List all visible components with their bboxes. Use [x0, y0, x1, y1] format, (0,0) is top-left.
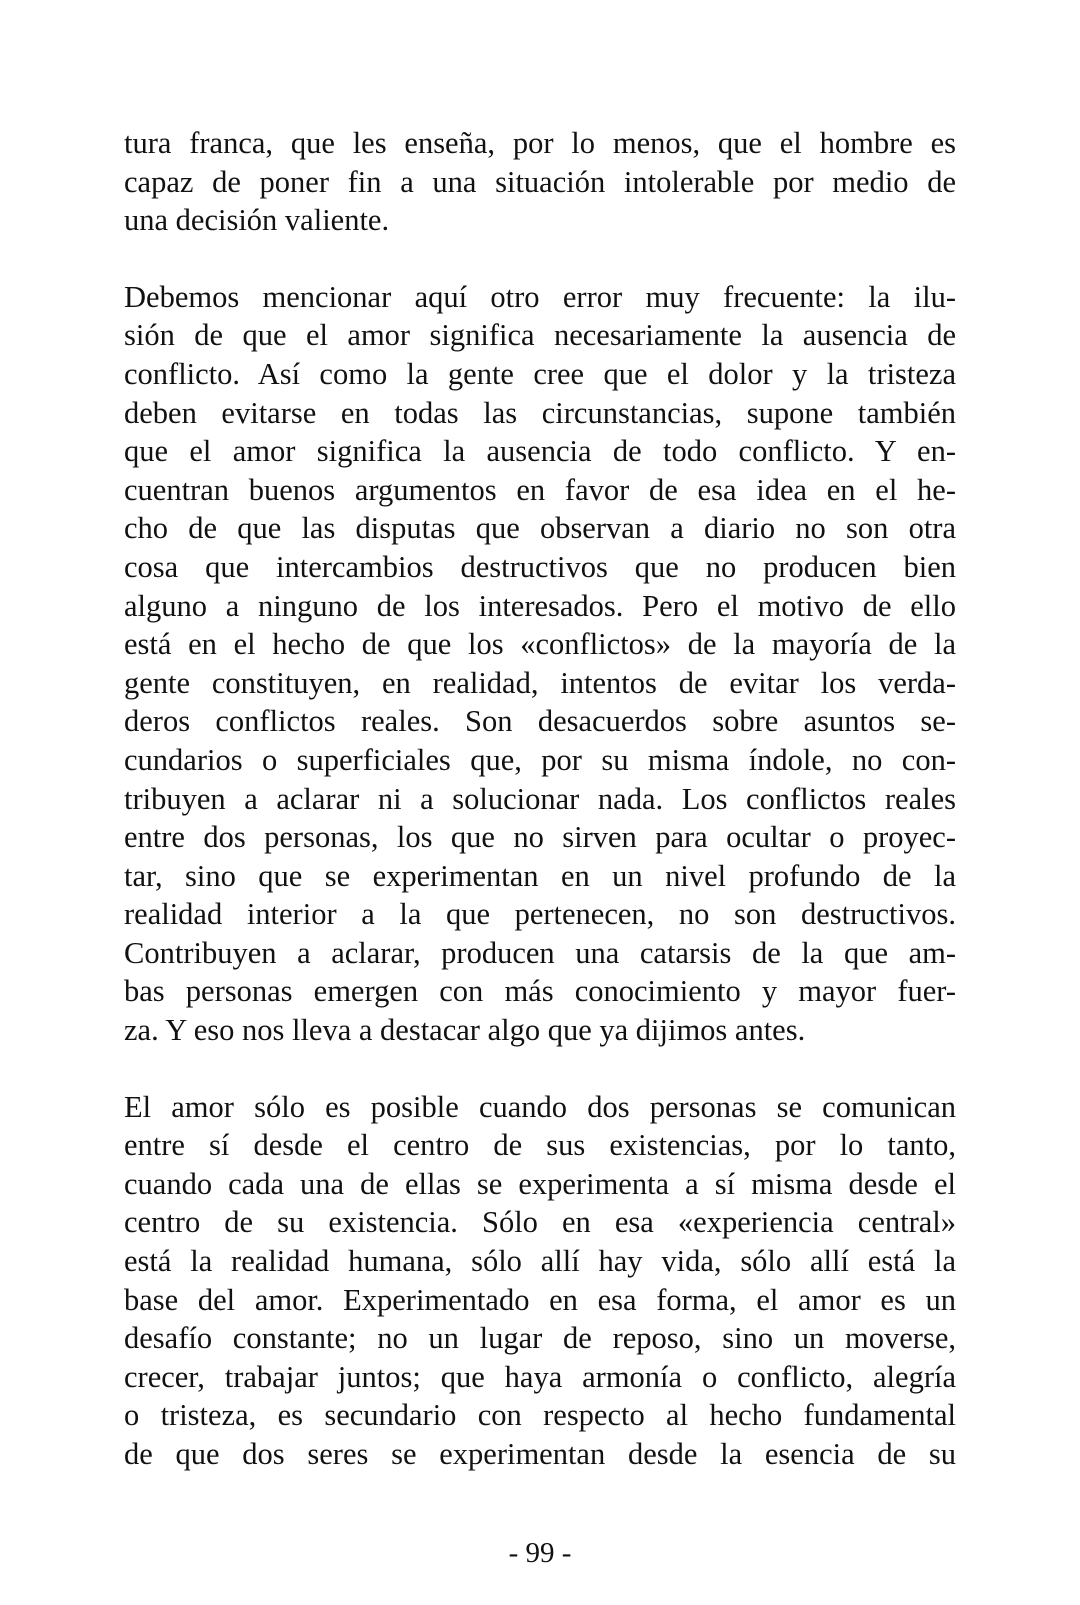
text-line: o tristeza, es secundario con respecto al hecho fundamental: [124, 1398, 956, 1433]
text-line: capaz de poner fin a una situación intolerable por medio de: [124, 164, 956, 199]
page-body: [124, 124, 956, 1512]
text-line: cuentran buenos argumentos en favor de esa idea en el he-: [124, 472, 956, 507]
text-line: base del amor. Experimentado en esa forma, el amor es un: [124, 1282, 956, 1317]
text-line: sión de que el amor significa necesariamente la ausencia de: [124, 318, 956, 353]
text-line: za. Y eso nos lleva a destacar algo que ya dijimos antes.: [124, 1013, 806, 1048]
text-line: que el amor significa la ausencia de todo conflicto. Y en-: [124, 434, 956, 469]
text-line: cuando cada una de ellas se experimenta a sí misma desde el: [124, 1166, 956, 1201]
text-line: de que dos seres se experimentan desde la esencia de su: [124, 1437, 956, 1471]
text-line: desafío constante; no un lugar de reposo, sino un moverse,: [124, 1321, 956, 1356]
text-line: deros conflictos reales. Son desacuerdos sobre asuntos se-: [124, 704, 956, 739]
text-line: alguno a ninguno de los interesados. Pero el motivo de ello: [124, 588, 956, 623]
text-line: deben evitarse en todas las circunstancias, supone también: [124, 395, 956, 430]
text-line: tribuyen a aclarar ni a solucionar nada. Los conflictos reales: [124, 781, 956, 816]
text-line: gente constituyen, en realidad, intentos de evitar los verda-: [124, 665, 956, 700]
text-line: cundarios o superficiales que, por su misma índole, no con-: [124, 742, 956, 777]
text-line: cosa que intercambios destructivos que no producen bien: [124, 549, 956, 584]
text-line: El amor sólo es posible cuando dos personas se comunican: [124, 1089, 956, 1124]
text-line: está la realidad humana, sólo allí hay vida, sólo allí está la: [124, 1244, 956, 1279]
text-line: realidad interior a la que pertenecen, no son destructivos.: [124, 897, 956, 932]
paragraph-3: [124, 1088, 956, 1474]
paragraph-2: [124, 278, 956, 1050]
text-line: entre dos personas, los que no sirven para ocultar o proyec-: [124, 820, 956, 855]
text-line: bas personas emergen con más conocimiento y mayor fuer-: [124, 974, 956, 1009]
text-line: crecer, trabajar juntos; que haya armonía o conflicto, alegría: [124, 1359, 956, 1394]
paragraph-1: [124, 124, 956, 240]
text-line: centro de su existencia. Sólo en esa «experiencia central»: [124, 1205, 956, 1240]
text-line: tar, sino que se experimentan en un nivel profundo de la: [124, 858, 956, 893]
text-line: Contribuyen a aclarar, producen una catarsis de la que am-: [124, 935, 956, 970]
text-line: está en el hecho de que los «conflictos» de la mayoría de la: [124, 627, 956, 662]
text-line: tura franca, que les enseña, por lo menos, que el hombre es: [124, 126, 956, 160]
text-line: cho de que las disputas que observan a diario no son otra: [124, 511, 956, 546]
page-number: - 99 -: [508, 1537, 572, 1569]
text-line: conflicto. Así como la gente cree que el dolor y la tristeza: [124, 356, 956, 391]
text-line: una decisión valiente.: [124, 203, 390, 238]
text-line: Debemos mencionar aquí otro error muy frecuente: la ilu-: [124, 279, 956, 314]
text-line: entre sí desde el centro de sus existencias, por lo tanto,: [124, 1128, 956, 1163]
